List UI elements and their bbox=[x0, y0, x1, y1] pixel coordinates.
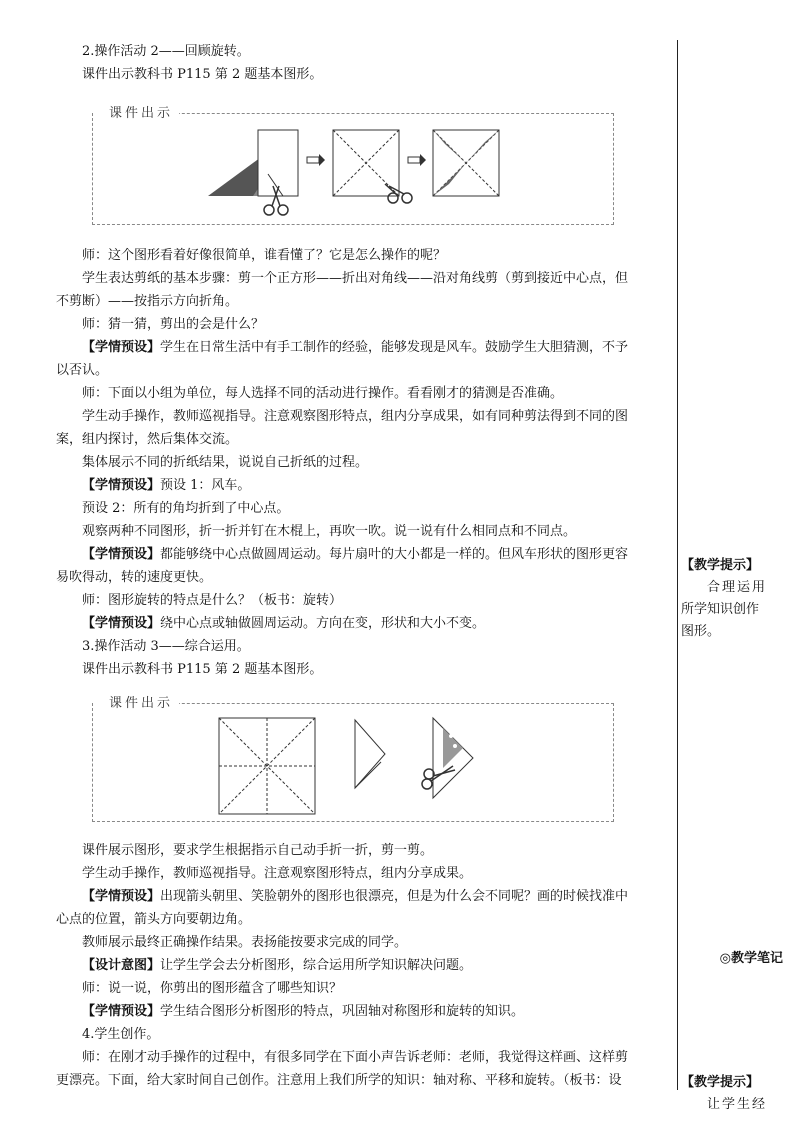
paragraph bbox=[56, 405, 670, 428]
paragraph bbox=[56, 359, 670, 382]
paragraph-text: 3.操作活动 3——综合运用。 bbox=[82, 639, 250, 654]
paragraph bbox=[56, 885, 670, 908]
paragraph bbox=[56, 954, 670, 977]
paragraph-text: 预设 1：风车。 bbox=[160, 478, 251, 493]
tip-body: 图形。 bbox=[681, 624, 721, 639]
paragraph bbox=[56, 1000, 670, 1023]
paragraph bbox=[56, 520, 670, 543]
folding-steps-illustration bbox=[93, 114, 613, 224]
paragraph-text: 出现箭头朝里、笑脸朝外的图形也很漂亮，但是为什么会不同呢？画的时候找准中 bbox=[160, 889, 629, 904]
paragraph-text: 预设 2：所有的角均折到了中心点。 bbox=[82, 501, 290, 516]
paragraph bbox=[56, 931, 670, 954]
section-tag: 【学情预设】 bbox=[82, 340, 161, 355]
paragraph bbox=[56, 290, 670, 313]
paragraph-text: 易吹得动，转的速度更快。 bbox=[56, 570, 213, 585]
courseware-figure-1 bbox=[92, 106, 614, 225]
courseware-label: 课件出示 bbox=[93, 102, 179, 121]
paragraph bbox=[56, 1069, 670, 1092]
paragraph bbox=[56, 566, 670, 589]
paragraph-text: 都能够绕中心点做圆周运动。每片扇叶的大小都是一样的。但风车形状的图形更容 bbox=[160, 547, 629, 562]
paragraph-text: 教师展示最终正确操作结果。表扬能按要求完成的同学。 bbox=[82, 935, 408, 950]
activity-block bbox=[56, 244, 670, 681]
paragraph bbox=[56, 428, 670, 451]
paragraph bbox=[56, 977, 670, 1000]
paragraph bbox=[56, 1023, 670, 1046]
paragraph bbox=[56, 839, 670, 862]
paragraph-text: 师：图形旋转的特点是什么？（板书：旋转） bbox=[82, 593, 343, 608]
paragraph-text: 师：猜一猜，剪出的会是什么？ bbox=[82, 317, 265, 332]
paragraph bbox=[56, 612, 670, 635]
section-tag: 【学情预设】 bbox=[82, 616, 161, 631]
paragraph bbox=[56, 382, 670, 405]
paragraph-text: 绕中心点或轴做圆周运动。方向在变，形状和大小不变。 bbox=[160, 616, 486, 631]
courseware-figure-2 bbox=[92, 696, 614, 822]
folding-pattern-illustration bbox=[93, 704, 613, 821]
paragraph bbox=[56, 1046, 670, 1069]
intro-block bbox=[56, 40, 670, 86]
section-tag: 【学情预设】 bbox=[82, 478, 161, 493]
paragraph-text: 以否认。 bbox=[56, 363, 109, 378]
paragraph: 2.操作活动 2——回顾旋转。 bbox=[82, 44, 250, 59]
paragraph-text: 4.学生创作。 bbox=[82, 1027, 160, 1042]
paragraph bbox=[56, 451, 670, 474]
activity-block-2 bbox=[56, 839, 670, 1092]
paragraph-text: 师：下面以小组为单位，每人选择不同的活动进行操作。看看刚才的猜测是否准确。 bbox=[82, 386, 564, 401]
paragraph-text: 师：在刚才动手操作的过程中，有很多同学在下面小声告诉老师：老师，我觉得这样画、这样剪 bbox=[82, 1050, 629, 1065]
paragraph bbox=[56, 862, 670, 885]
paragraph-text: 学生动手操作，教师巡视指导。注意观察图形特点，组内分享成果。 bbox=[82, 866, 473, 881]
paragraph bbox=[56, 336, 670, 359]
paragraph-text: 师：说一说，你剪出的图形蕴含了哪些知识？ bbox=[82, 981, 343, 996]
tip-body: 合理运用 bbox=[707, 580, 768, 595]
paragraph bbox=[56, 908, 670, 931]
paragraph bbox=[56, 313, 670, 336]
paper-square bbox=[258, 130, 298, 196]
arrow-icon bbox=[307, 154, 325, 166]
teaching-notes bbox=[681, 948, 789, 970]
section-tag: 【设计意图】 bbox=[82, 958, 161, 973]
section-tag: 【学情预设】 bbox=[82, 1004, 161, 1019]
paragraph-text: 让学生学会去分析图形，综合运用所学知识解决问题。 bbox=[160, 958, 473, 973]
paragraph-text: 学生结合图形分析图形的特点，巩固轴对称图形和旋转的知识。 bbox=[160, 1004, 525, 1019]
teaching-tip-1 bbox=[681, 555, 789, 643]
tip-heading: 【教学提示】 bbox=[681, 558, 760, 573]
paragraph: 课件出示教科书 P115 第 2 题基本图形。 bbox=[82, 67, 323, 82]
paragraph-text: 观察两种不同图形，折一折并钉在木棍上，再吹一吹。说一说有什么相同点和不同点。 bbox=[82, 524, 577, 539]
paragraph-text: 集体展示不同的折纸结果，说说自己折纸的过程。 bbox=[82, 455, 369, 470]
section-tag: 【学情预设】 bbox=[82, 889, 161, 904]
paragraph bbox=[56, 474, 670, 497]
margin-divider bbox=[677, 40, 678, 1090]
paragraph-text: 学生动手操作，教师巡视指导。注意观察图形特点，组内分享成果，如有同种剪法得到不同的图 bbox=[82, 409, 629, 424]
section-tag: 【学情预设】 bbox=[82, 547, 161, 562]
paragraph bbox=[56, 658, 670, 681]
paragraph-text: 案，组内探讨，然后集体交流。 bbox=[56, 432, 239, 447]
arrow-icon bbox=[408, 154, 426, 166]
paragraph-text: 更漂亮。下面，给大家时间自己创作。注意用上我们所学的知识：轴对称、平移和旋转。（板书：设 bbox=[56, 1073, 622, 1088]
paragraph-text: 师：这个图形看着好像很简单，谁看懂了？它是怎么操作的呢？ bbox=[82, 248, 447, 263]
tip-body: 让学生经 bbox=[707, 1097, 768, 1112]
courseware-label: 课件出示 bbox=[93, 692, 179, 711]
tip-heading: 【教学提示】 bbox=[681, 1075, 760, 1090]
paragraph-text: 心点的位置，箭头方向要朝边角。 bbox=[56, 912, 252, 927]
paragraph bbox=[56, 267, 670, 290]
teaching-tip-2 bbox=[681, 1072, 789, 1116]
paragraph-text: 课件出示教科书 P115 第 2 题基本图形。 bbox=[82, 662, 323, 677]
folded-triangle bbox=[355, 720, 385, 788]
tip-body: 所学知识创作 bbox=[681, 602, 760, 617]
notes-heading: ◎教学笔记 bbox=[719, 951, 783, 966]
paragraph bbox=[56, 244, 670, 267]
paragraph-text: 学生在日常生活中有手工制作的经验，能够发现是风车。鼓励学生大胆猜测，不予 bbox=[160, 340, 629, 355]
paragraph bbox=[56, 589, 670, 612]
paragraph-text: 不剪断）——按指示方向折角。 bbox=[56, 294, 239, 309]
paragraph bbox=[56, 497, 670, 520]
paragraph bbox=[56, 635, 670, 658]
paragraph-text: 课件展示图形，要求学生根据指示自己动手折一折，剪一剪。 bbox=[82, 843, 434, 858]
paragraph-text: 学生表达剪纸的基本步骤：剪一个正方形——折出对角线——沿对角线剪（剪到接近中心点，但 bbox=[82, 271, 629, 286]
paragraph bbox=[56, 543, 670, 566]
